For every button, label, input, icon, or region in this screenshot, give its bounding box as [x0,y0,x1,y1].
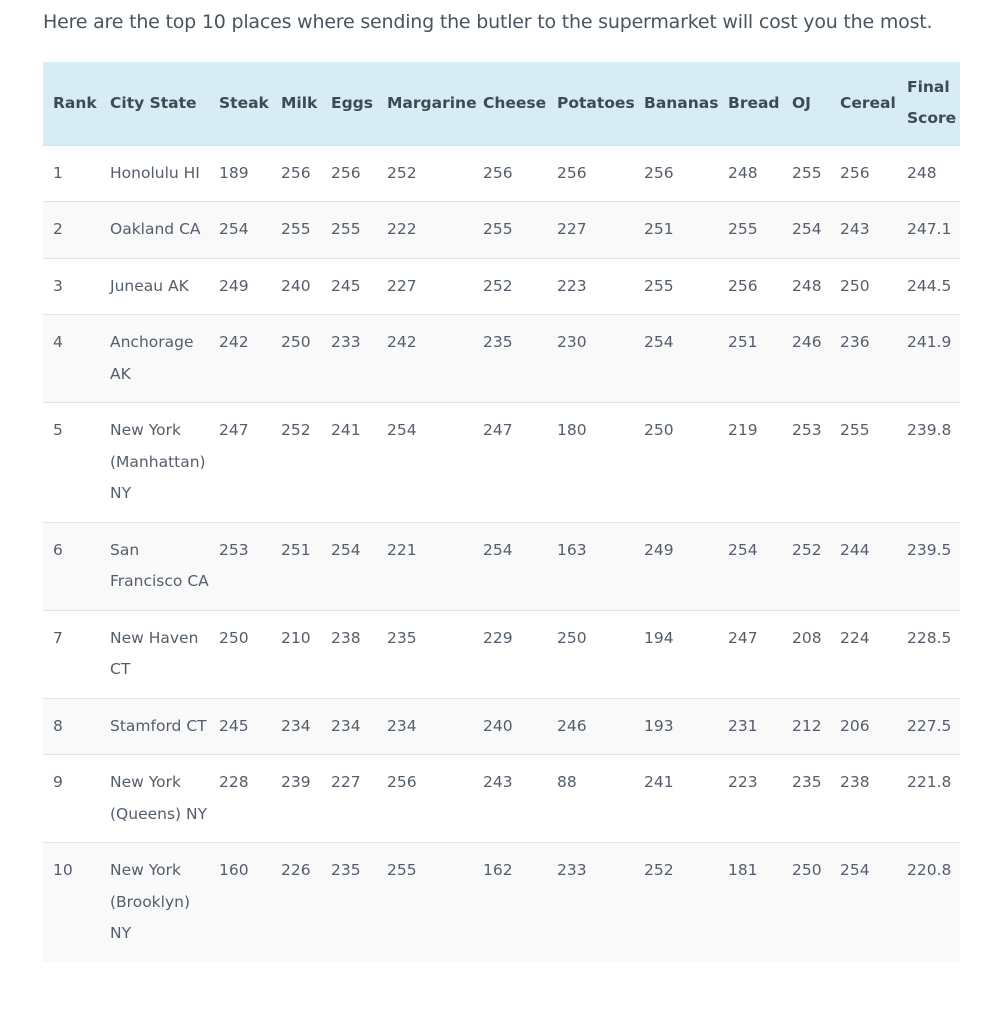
table-cell: 255 [321,202,377,259]
table-cell: 222 [377,202,473,259]
table-cell: 4 [43,315,100,403]
table-cell: 208 [782,610,830,698]
table-cell: 254 [830,843,897,962]
column-header-potatoes: Potatoes [557,93,635,112]
table-cell-city: Stamford CT [100,698,209,755]
table-row [43,202,960,259]
table-cell: 228 [209,755,271,843]
table-cell-city: Anchorage AK [100,315,209,403]
table-cell: 212 [782,698,830,755]
table-cell: 234 [321,698,377,755]
table-cell: 256 [718,258,782,315]
column-header-city-state: City State [110,93,197,112]
table-cell: 227 [321,755,377,843]
table-cell: 247 [473,403,547,523]
table-row [43,258,960,315]
table-cell: 252 [782,522,830,610]
column-header-bread: Bread [728,93,780,112]
table-cell: 248 [782,258,830,315]
table-cell: 241 [321,403,377,523]
table-cell: 250 [209,610,271,698]
table-cell: 238 [321,610,377,698]
table-cell: 235 [377,610,473,698]
table-cell: 189 [209,145,271,202]
table-cell: 194 [634,610,718,698]
table-cell: 241.9 [897,315,960,403]
table-cell: 2 [43,202,100,259]
table-cell: 254 [782,202,830,259]
table-cell: 243 [473,755,547,843]
column-header-final-score: Final Score [907,78,957,128]
table-cell: 251 [634,202,718,259]
table-cell: 206 [830,698,897,755]
table-header-row [43,62,960,145]
table-cell: 239.8 [897,403,960,523]
table-cell: 6 [43,522,100,610]
table-cell-city: Juneau AK [100,258,209,315]
table-cell: 247 [718,610,782,698]
table-cell: 239.5 [897,522,960,610]
table-cell: 254 [473,522,547,610]
table-cell-city: New Haven CT [100,610,209,698]
table-cell: 233 [321,315,377,403]
table-row [43,522,960,610]
table-cell: 252 [271,403,321,523]
table-cell: 88 [547,755,634,843]
column-header-milk: Milk [281,93,318,112]
table-cell: 250 [830,258,897,315]
table-cell: 250 [782,843,830,962]
table-cell: 256 [830,145,897,202]
table-cell: 223 [718,755,782,843]
table-cell: 250 [547,610,634,698]
table-cell-city: Oakland CA [100,202,209,259]
table-cell-city: New York (Brooklyn) NY [100,843,209,962]
intro-text: Here are the top 10 places where sending the butler to the supermarket will cost you the most. [43,11,933,33]
table-cell: 236 [830,315,897,403]
table-cell: 234 [271,698,321,755]
table-cell: 230 [547,315,634,403]
table-cell: 245 [209,698,271,755]
table-cell: 210 [271,610,321,698]
table-cell: 252 [634,843,718,962]
table-cell: 8 [43,698,100,755]
table-cell: 254 [209,202,271,259]
table-cell: 239 [271,755,321,843]
table-cell: 5 [43,403,100,523]
table-cell: 254 [634,315,718,403]
column-header-cheese: Cheese [483,93,547,112]
table-cell-city: Honolulu HI [100,145,209,202]
column-header-rank: Rank [53,93,97,112]
table-cell: 3 [43,258,100,315]
table-cell: 242 [209,315,271,403]
table-row [43,145,960,202]
table-cell: 9 [43,755,100,843]
column-header-eggs: Eggs [331,93,374,112]
table-cell: 233 [547,843,634,962]
column-header-bananas: Bananas [644,93,719,112]
table-cell: 252 [377,145,473,202]
table-cell: 246 [547,698,634,755]
table-cell: 251 [718,315,782,403]
table-cell: 254 [377,403,473,523]
table-cell: 240 [271,258,321,315]
table-row [43,315,960,403]
table-cell: 253 [209,522,271,610]
table-cell-city: New York (Manhattan) NY [100,403,209,523]
table-cell: 162 [473,843,547,962]
table-cell: 238 [830,755,897,843]
table-cell: 255 [634,258,718,315]
table-row [43,698,960,755]
table-cell: 251 [271,522,321,610]
column-header-margarine: Margarine [387,93,477,112]
table-cell: 249 [634,522,718,610]
table-cell-city: New York (Queens) NY [100,755,209,843]
table-cell: 10 [43,843,100,962]
table-cell-city: San Francisco CA [100,522,209,610]
table-cell: 244 [830,522,897,610]
table-cell: 246 [782,315,830,403]
table-cell: 250 [271,315,321,403]
table-cell: 255 [830,403,897,523]
table-cell: 235 [473,315,547,403]
table-cell: 235 [321,843,377,962]
table-cell: 235 [782,755,830,843]
table-cell: 234 [377,698,473,755]
table-cell: 254 [321,522,377,610]
table-cell: 253 [782,403,830,523]
table-cell: 224 [830,610,897,698]
table-cell: 255 [377,843,473,962]
table-cell: 256 [634,145,718,202]
table-cell: 226 [271,843,321,962]
column-header-cereal: Cereal [840,93,896,112]
table-cell: 7 [43,610,100,698]
grocery-cost-table [43,62,960,962]
table-cell: 181 [718,843,782,962]
table-cell: 221 [377,522,473,610]
table-cell: 160 [209,843,271,962]
table-cell: 163 [547,522,634,610]
table-cell: 1 [43,145,100,202]
table-cell: 256 [377,755,473,843]
table-row [43,843,960,962]
table-cell: 244.5 [897,258,960,315]
table-cell: 256 [547,145,634,202]
table-row [43,403,960,523]
column-header-oj: OJ [792,93,811,112]
table-cell: 252 [473,258,547,315]
table-row [43,610,960,698]
table-cell: 248 [718,145,782,202]
table-cell: 256 [271,145,321,202]
table-cell: 247 [209,403,271,523]
table-cell: 249 [209,258,271,315]
table-cell: 254 [718,522,782,610]
table-cell: 193 [634,698,718,755]
table-cell: 227.5 [897,698,960,755]
table-cell: 255 [271,202,321,259]
table-cell: 227 [547,202,634,259]
table-cell: 256 [473,145,547,202]
table-row [43,755,960,843]
table-cell: 242 [377,315,473,403]
table-cell: 220.8 [897,843,960,962]
table-cell: 243 [830,202,897,259]
column-header-steak: Steak [219,93,269,112]
table-cell: 255 [718,202,782,259]
table-cell: 255 [782,145,830,202]
table-cell: 228.5 [897,610,960,698]
table-cell: 227 [377,258,473,315]
table-cell: 223 [547,258,634,315]
table-cell: 245 [321,258,377,315]
table-cell: 221.8 [897,755,960,843]
table-cell: 219 [718,403,782,523]
table-cell: 247.1 [897,202,960,259]
table-cell: 240 [473,698,547,755]
table-cell: 256 [321,145,377,202]
table-cell: 229 [473,610,547,698]
table-cell: 255 [473,202,547,259]
table-cell: 248 [897,145,960,202]
table-cell: 231 [718,698,782,755]
table-body [43,145,960,962]
table-cell: 241 [634,755,718,843]
table-cell: 180 [547,403,634,523]
table-cell: 250 [634,403,718,523]
